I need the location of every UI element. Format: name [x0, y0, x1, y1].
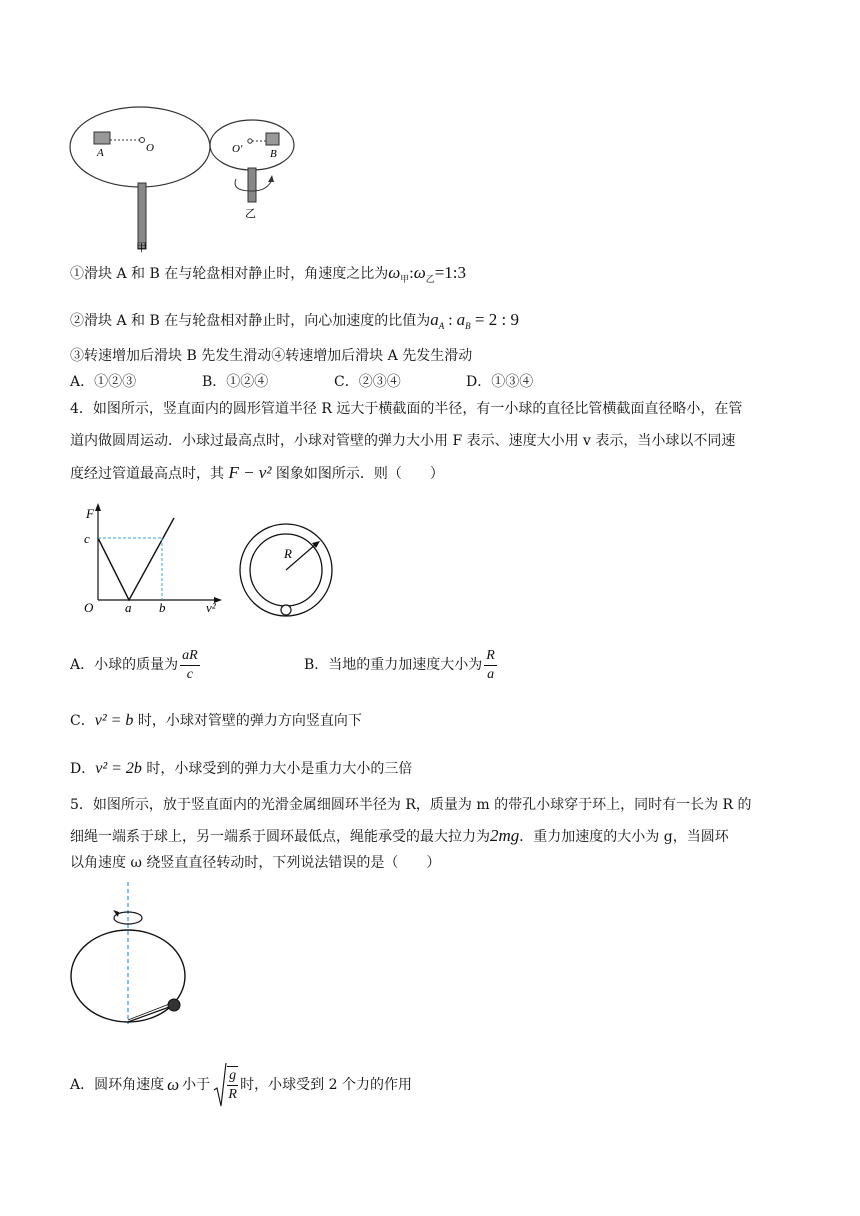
svg-text:甲: 甲: [136, 242, 147, 254]
q4-stem-line-2: 道内做圆周运动．小球过最高点时，小球对管壁的弹力大小用 F 表示、速度大小用 v 表示，当小球以不同速: [70, 433, 736, 449]
graph-line: [98, 518, 174, 600]
ball: [168, 999, 180, 1011]
q5-stem-line-1: 5．如图所示，放于竖直面内的光滑金属细圆环半径为 R，质量为 m 的带孔小球穿于环上，同时有一长为 R 的: [70, 797, 752, 813]
svg-text:B: B: [270, 148, 277, 160]
q3-option-c[interactable]: C．②③④: [334, 374, 401, 390]
svg-text:O: O: [84, 600, 94, 615]
block-A: [94, 132, 110, 144]
svg-text:c: c: [84, 531, 90, 546]
q3-option-a[interactable]: A．①②③: [70, 374, 137, 390]
q3-statement-2: ②滑块 A 和 B 在与轮盘相对静止时，向心加速度的比值为$a_A$ : $a_B = 2$ : 9: [70, 310, 519, 331]
svg-text:O: O: [146, 142, 154, 154]
q4-option-c[interactable]: C．v² = b 时，小球对管壁的弹力方向竖直向下: [70, 712, 362, 729]
svg-text:乙: 乙: [245, 208, 256, 220]
q5-option-a[interactable]: A．圆环角速度 ω 小于 $\frac{g}{R}$ 时，小球受到 2 个力的作用: [70, 1060, 412, 1110]
ball: [281, 605, 291, 615]
rotating-ring-figure: [64, 878, 204, 1028]
block-B: [266, 133, 279, 145]
q4-option-d[interactable]: D．v² = 2b 时，小球受到的弹力大小是重力大小的三倍: [70, 760, 413, 777]
svg-text:v²: v²: [206, 600, 216, 615]
q4-stem-line-1: 4．如图所示，竖直面内的圆形管道半径 R 远大于横截面的半径，有一小球的直径比管横截面直径略小，在管: [70, 401, 743, 417]
disc-yi: [210, 120, 294, 170]
svg-text:F: F: [86, 506, 94, 521]
svg-text:O′: O′: [232, 143, 243, 155]
disc-jia: [70, 107, 210, 187]
q3-statement-1: ①滑块 A 和 B 在与轮盘相对静止时，角速度之比为$\omega_甲:\omega_乙=1:3$: [70, 263, 467, 285]
gear-discs-figure: [60, 105, 310, 255]
shaft-jia: [138, 183, 146, 249]
q5-stem-line-3: 以角速度 ω 绕竖直直径转动时，下列说法错误的是（ ）: [70, 855, 441, 871]
string: [128, 1006, 172, 1022]
svg-text:b: b: [159, 600, 166, 615]
svg-text:a: a: [125, 600, 132, 615]
q4-option-a[interactable]: A．小球的质量为 $\frac{aR}{c}$: [70, 647, 198, 682]
svg-text:A: A: [97, 147, 104, 159]
q4-stem-line-3: 度经过管道最高点时，其 F − v² 图象如图所示．则（ ）: [70, 463, 444, 482]
f-v2-graph: [70, 500, 230, 620]
q3-option-b[interactable]: B．①②④: [202, 374, 269, 390]
q3-option-d[interactable]: D．①③④: [466, 374, 534, 390]
shaft-yi: [248, 168, 256, 202]
q4-option-b[interactable]: B．当地的重力加速度大小为 $\frac{R}{a}$: [304, 647, 495, 682]
circular-tube-figure: [236, 520, 336, 620]
q5-stem-line-2: 细绳一端系于球上，另一端系于圆环最低点，绳能承受的最大拉力为2mg．重力加速度的大小为 g，当圆环: [70, 826, 729, 845]
svg-text:R: R: [284, 546, 292, 561]
q3-statement-3: ③转速增加后滑块 B 先发生滑动④转速增加后滑块 A 先发生滑动: [70, 348, 473, 364]
